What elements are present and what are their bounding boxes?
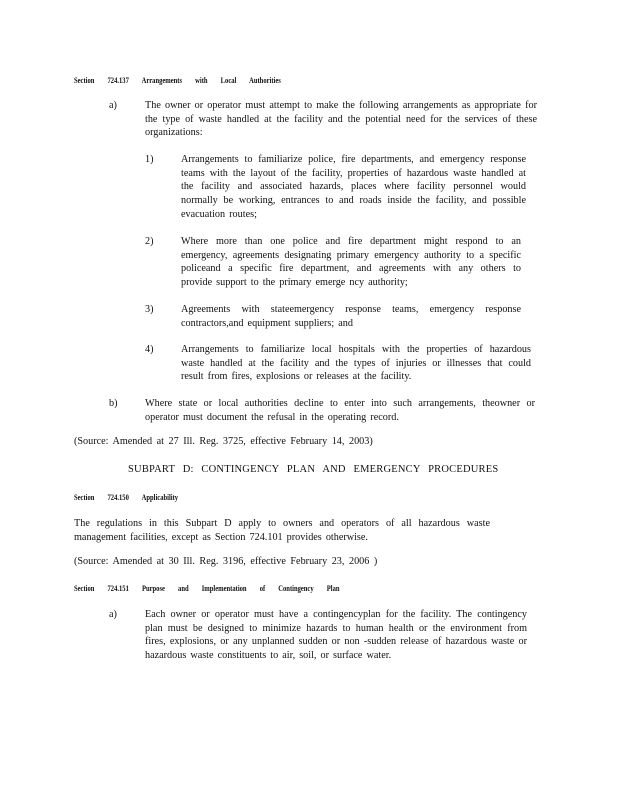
- source-note-137: (Source: Amended at 27 Ill. Reg. 3725, effective February 14, 2003): [74, 436, 373, 447]
- item-2-label: 2): [145, 236, 154, 247]
- item-3-label: 3): [145, 304, 154, 315]
- item-4-label: 4): [145, 344, 154, 355]
- source-note-150: (Source: Amended at 30 Ill. Reg. 3196, effective February 23, 2006 ): [74, 556, 378, 567]
- item-4-text: Arrangements to familiarize local hospitals with the properties of hazardous waste handled at the facility and the types of injuries or illnesses that could result from fires, explosions or releases at the facility.: [181, 344, 531, 383]
- paragraph-a-text: The owner or operator must attempt to make the following arrangements as appropriate for the type of waste handled at the facility and the potential need for the services of these organizations:: [145, 100, 537, 139]
- item-1-label: 1): [145, 154, 154, 165]
- section-724-151-heading: Section 724.151 Purpose and Implementation of Contingency Plan: [74, 584, 340, 593]
- item-3-text: Agreements with stateemergency response teams, emergency response contractors,and equipment suppliers; and: [181, 304, 521, 329]
- paragraph-b-text: Where state or local authorities decline to enter into such arrangements, theowner or operator must document the refusal in the operating record.: [145, 398, 535, 423]
- item-2-text: Where more than one police and fire department might respond to an emergency, agreements designating primary emergency authority to a specific policeand a specific fire department, and agreements with any others to provide support to the primary emerge ncy authority;: [181, 236, 521, 289]
- paragraph-a-label: a): [109, 100, 117, 111]
- paragraph-b-label: b): [109, 398, 118, 409]
- section-724-150-text: The regulations in this Subpart D apply to owners and operators of all hazardous waste management facilities, except as Section 724.101 provides otherwise.: [74, 518, 490, 543]
- section-724-150-heading: Section 724.150 Applicability: [74, 493, 179, 502]
- section-151-paragraph-a-text: Each owner or operator must have a contingencyplan for the facility. The contingency plan must be designed to minimize hazards to human health or the environment from fires, explosions, or any unplanned sudden or non -sudden release of hazardous waste or hazardous waste constituents to air, soil, or surface water.: [145, 609, 527, 662]
- item-1-text: Arrangements to familiarize police, fire departments, and emergency response teams with the layout of the facility, properties of hazardous waste handled at the facility and associated hazards, places where facility personnel would normally be working, entrances to and roads inside the facility, and possible evacuation routes;: [181, 154, 526, 220]
- section-151-paragraph-a-label: a): [109, 609, 117, 620]
- section-724-137-heading: Section 724.137 Arrangements with Local Authorities: [74, 76, 281, 85]
- subpart-title: SUBPART D: CONTINGENCY PLAN AND EMERGENCY PROCEDURES: [128, 464, 499, 475]
